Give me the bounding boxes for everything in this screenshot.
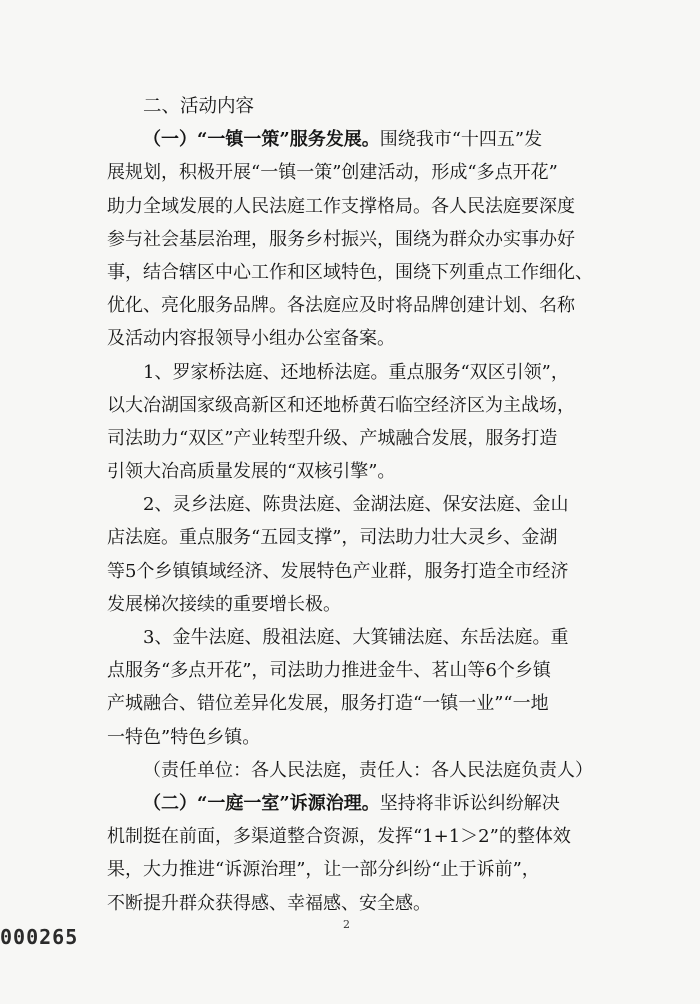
line-text: 不断提升群众获得感、幸福感、安全感。: [107, 892, 431, 914]
line-text: 店法庭。重点服务“五园支撑”，司法助力壮大灵乡、金湖: [107, 527, 558, 549]
line-text: 果，大力推进“诉源治理”，让一部分纠纷“止于诉前”，: [107, 859, 540, 881]
line-text: 优化、亮化服务品牌。各法庭应及时将品牌创建计划、名称: [107, 295, 575, 317]
line-text: 坚持将非诉讼纠纷解决: [379, 792, 560, 814]
text-line: [107, 455, 607, 488]
text-line: [107, 887, 607, 920]
text-line: [107, 356, 607, 389]
text-line: [107, 621, 607, 654]
text-line: [107, 521, 607, 554]
text-line: [107, 123, 607, 156]
text-line: [107, 256, 607, 289]
line-text: 司法助力“双区”产业转型升级、产城融合发展，服务打造: [107, 427, 558, 449]
text-line: [107, 687, 607, 720]
text-line: [107, 588, 607, 621]
line-text: 2、灵乡法庭、陈贵法庭、金湖法庭、保安法庭、金山: [143, 494, 569, 516]
text-line: [107, 190, 607, 223]
text-line: [107, 156, 607, 189]
line-text: 助力全域发展的人民法庭工作支撑格局。各人民法庭要深度: [107, 195, 575, 217]
text-line: [107, 820, 607, 853]
text-line: [107, 322, 607, 355]
text-line: [107, 223, 607, 256]
line-text: 产城融合、错位差异化发展，服务打造“一镇一业”“一地: [107, 693, 549, 715]
line-text: 参与社会基层治理，服务乡村振兴，围绕为群众办实事办好: [107, 228, 575, 250]
text-line: [107, 289, 607, 322]
line-text: 事，结合辖区中心工作和区域特色，围绕下列重点工作细化、: [107, 261, 593, 283]
line-text: 引领大冶高质量发展的“双核引擎”。: [107, 461, 396, 483]
text-line: [107, 389, 607, 422]
line-text: 及活动内容报领导小组办公室备案。: [107, 328, 395, 350]
line-text: 一特色”特色乡镇。: [107, 726, 261, 748]
line-text: （责任单位：各人民法庭，责任人：各人民法庭负责人）: [143, 759, 593, 781]
text-line: [107, 787, 607, 820]
text-line: [107, 555, 607, 588]
text-line: [107, 654, 607, 687]
line-text: 以大冶湖国家级高新区和还地桥黄石临空经济区为主战场，: [107, 394, 575, 416]
bold-heading: （二）“一庭一室”诉源治理。: [143, 792, 380, 814]
line-text: 点服务“多点开花”，司法助力推进金牛、茗山等6个乡镇: [107, 660, 551, 682]
stamp-number: 000265: [0, 925, 79, 949]
page-number: 2: [343, 918, 350, 931]
line-text: 1、罗家桥法庭、还地桥法庭。重点服务“双区引领”，: [143, 361, 569, 383]
section-heading: 二、活动内容: [143, 96, 255, 117]
line-text: 围绕我市“十四五”发: [379, 129, 543, 151]
paragraph-lines: [107, 123, 607, 920]
text-line: [107, 754, 607, 787]
document-body: [107, 90, 607, 920]
text-line: [107, 853, 607, 886]
line-text: 发展梯次接续的重要增长极。: [107, 593, 341, 615]
line-text: 等5个乡镇镇域经济、发展特色产业群，服务打造全市经济: [107, 560, 569, 582]
line-text: 机制挺在前面，多渠道整合资源，发挥“1+1＞2”的整体效: [107, 826, 571, 848]
text-line: [107, 721, 607, 754]
line-text: 展规划，积极开展“一镇一策”创建活动，形成“多点开花”: [107, 162, 558, 184]
line-text: 3、金牛法庭、殷祖法庭、大箕铺法庭、东岳法庭。重: [143, 627, 569, 648]
bold-heading: （一）“一镇一策”服务发展。: [143, 129, 380, 151]
text-line: [107, 488, 607, 521]
text-line: [107, 422, 607, 455]
